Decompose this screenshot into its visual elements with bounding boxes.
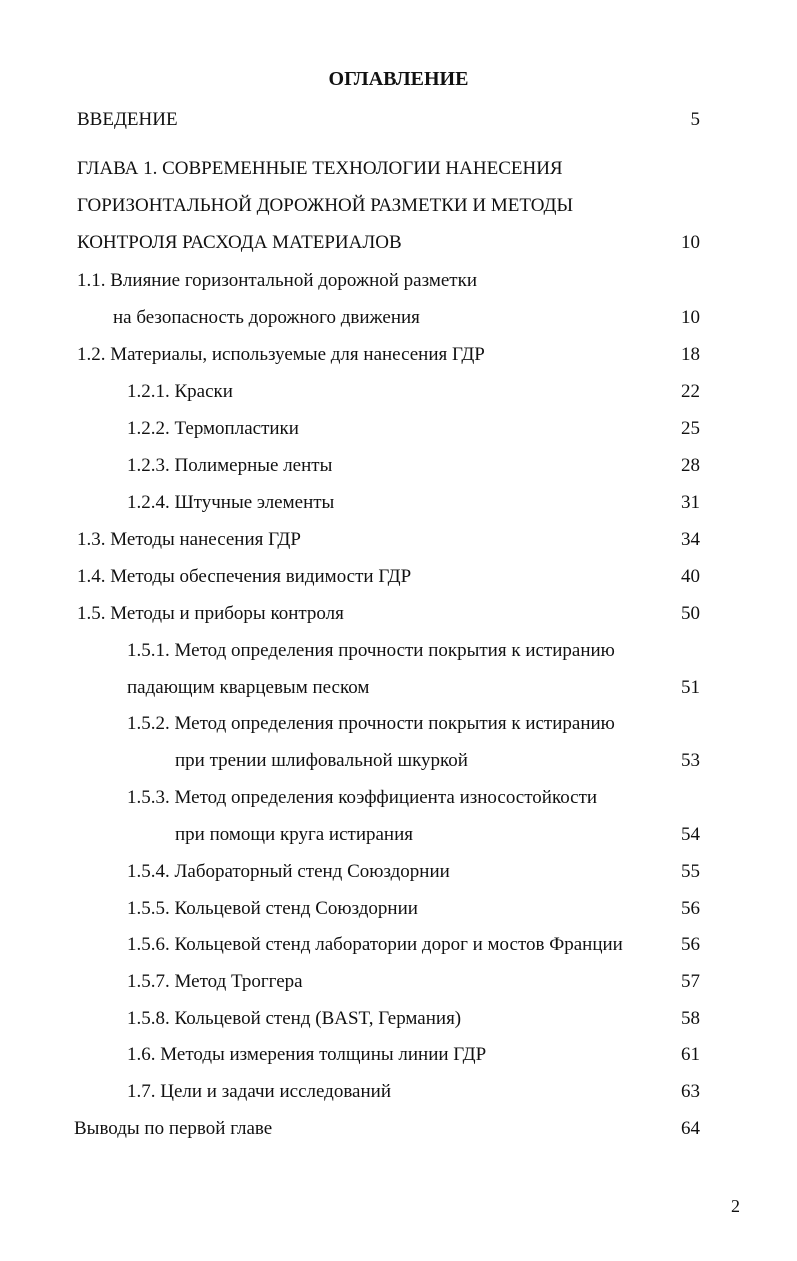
- toc-entry-page: 54: [681, 824, 700, 845]
- toc-entry-1-5-3-line-1: [0, 783, 797, 813]
- toc-entry-page: 50: [681, 603, 700, 624]
- toc-entry-1-2-3: [0, 451, 797, 481]
- toc-entry-text: 1.5. Методы и приборы контроля: [77, 603, 344, 624]
- toc-entry-text: ВВЕДЕНИЕ: [77, 109, 178, 130]
- toc-entry-text: падающим кварцевым песком: [127, 677, 370, 698]
- toc-entry-1-2-1: [0, 377, 797, 407]
- toc-entry-text: 1.6. Методы измерения толщины линии ГДР: [127, 1044, 487, 1065]
- toc-entry-page: 18: [681, 344, 700, 365]
- toc-entry-1-5-5: [0, 894, 797, 924]
- toc-entry-page: 31: [681, 492, 700, 513]
- toc-entry-text: 1.2.2. Термопластики: [127, 418, 299, 439]
- toc-entry-page: 55: [681, 861, 700, 882]
- toc-entry-page: 28: [681, 455, 700, 476]
- toc-entry-text: на безопасность дорожного движения: [113, 307, 420, 328]
- toc-entry-text: 1.5.2. Метод определения прочности покрытия к истиранию: [127, 713, 615, 734]
- toc-entry-page: 56: [681, 898, 700, 919]
- toc-entry-text: 1.5.4. Лабораторный стенд Союздорнии: [127, 861, 450, 882]
- toc-entry-1-5-4: [0, 857, 797, 887]
- toc-entry-chapter-1-line-3: [0, 228, 797, 258]
- toc-entry-1-4: [0, 562, 797, 592]
- toc-entry-page: 25: [681, 418, 700, 439]
- toc-entry-text: 1.2.4. Штучные элементы: [127, 492, 335, 513]
- toc-entry-text: 1.2.3. Полимерные ленты: [127, 455, 333, 476]
- toc-entry-1-2-2: [0, 414, 797, 444]
- toc-entry-1-7: [0, 1077, 797, 1107]
- toc-entry-1-5-1-line-2: [0, 673, 797, 703]
- toc-entry-text: Выводы по первой главе: [74, 1118, 273, 1139]
- toc-entry-text: 1.3. Методы нанесения ГДР: [77, 529, 301, 550]
- toc-entry-1-6: [0, 1040, 797, 1070]
- toc-entry-1-5-2-line-2: [0, 746, 797, 776]
- toc-entry-1-5-6: [0, 930, 797, 960]
- toc-entry-page: 40: [681, 566, 700, 587]
- toc-entry-page: 53: [681, 750, 700, 771]
- toc-entry-introduction: [0, 105, 797, 135]
- toc-entry-conclusions: [0, 1114, 797, 1144]
- toc-entry-text: КОНТРОЛЯ РАСХОДА МАТЕРИАЛОВ: [77, 232, 402, 253]
- toc-entry-1-2: [0, 340, 797, 370]
- toc-entry-page: 57: [681, 971, 700, 992]
- toc-entry-page: 61: [681, 1044, 700, 1065]
- toc-entry-1-1-line-1: [0, 266, 797, 296]
- toc-entry-1-2-4: [0, 488, 797, 518]
- toc-entry-page: 5: [690, 109, 700, 130]
- toc-entry-1-5: [0, 599, 797, 629]
- toc-entry-text: при трении шлифовальной шкуркой: [175, 750, 468, 771]
- toc-entry-text: 1.5.1. Метод определения прочности покрытия к истиранию: [127, 640, 615, 661]
- toc-entry-text: 1.5.8. Кольцевой стенд (BAST, Германия): [127, 1008, 462, 1029]
- toc-entry-text: 1.2.1. Краски: [127, 381, 233, 402]
- toc-entry-text: 1.5.7. Метод Троггера: [127, 971, 303, 992]
- toc-entry-text: 1.5.6. Кольцевой стенд лаборатории дорог и мостов Франции: [127, 934, 623, 955]
- toc-entry-1-1-line-2: [0, 303, 797, 333]
- page-number: 2: [731, 1196, 740, 1216]
- toc-entry-1-5-2-line-1: [0, 709, 797, 739]
- toc-entry-text: 1.1. Влияние горизонтальной дорожной разметки: [77, 270, 477, 291]
- toc-entry-page: 10: [681, 232, 700, 253]
- toc-entry-text: 1.5.5. Кольцевой стенд Союздорнии: [127, 898, 418, 919]
- toc-entry-1-5-3-line-2: [0, 820, 797, 850]
- toc-entry-page: 22: [681, 381, 700, 402]
- toc-entry-text: ГОРИЗОНТАЛЬНОЙ ДОРОЖНОЙ РАЗМЕТКИ И МЕТОДЫ: [77, 195, 574, 216]
- toc-entry-chapter-1-line-1: [0, 154, 797, 184]
- toc-entry-text: 1.7. Цели и задачи исследований: [127, 1081, 391, 1102]
- toc-entry-1-5-7: [0, 967, 797, 997]
- toc-entry-page: 64: [681, 1118, 700, 1139]
- toc-entry-text: 1.2. Материалы, используемые для нанесения ГДР: [77, 344, 485, 365]
- toc-entry-page: 63: [681, 1081, 700, 1102]
- toc-entry-page: 56: [681, 934, 700, 955]
- toc-entry-text: 1.5.3. Метод определения коэффициента износостойкости: [127, 787, 598, 808]
- toc-entry-text: при помощи круга истирания: [175, 824, 414, 845]
- toc-entry-page: 10: [681, 307, 700, 328]
- toc-entry-page: 34: [681, 529, 700, 550]
- toc-entry-1-5-8: [0, 1004, 797, 1034]
- toc-entry-1-5-1-line-1: [0, 636, 797, 666]
- toc-entry-page: 58: [681, 1008, 700, 1029]
- toc-entry-page: 51: [681, 677, 700, 698]
- page-title: ОГЛАВЛЕНИЕ: [328, 68, 469, 90]
- toc-entry-text: 1.4. Методы обеспечения видимости ГДР: [77, 566, 412, 587]
- toc-entry-text: ГЛАВА 1. СОВРЕМЕННЫЕ ТЕХНОЛОГИИ НАНЕСЕНИЯ: [77, 158, 563, 179]
- toc-entry-1-3: [0, 525, 797, 555]
- toc-entry-chapter-1-line-2: [0, 191, 797, 221]
